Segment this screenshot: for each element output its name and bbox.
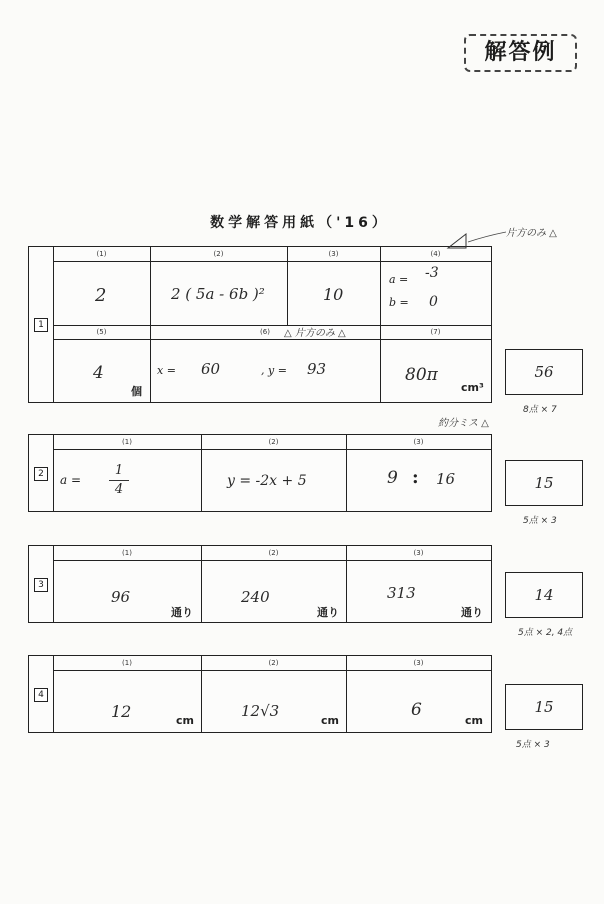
answer-q1: 2 <box>95 285 107 306</box>
header-q7: (7) <box>430 328 441 336</box>
unit-q1: cm <box>176 714 194 727</box>
score-note-section-1: 8点 × 7 <box>523 405 557 415</box>
answer-example-badge: 解答例 <box>464 34 577 72</box>
section-2-sheet <box>28 434 492 512</box>
answer-q6-x: 60 <box>201 360 221 378</box>
unit-q3: cm <box>465 714 483 727</box>
answer-q7: 80π <box>405 365 438 385</box>
answer-q1-label: a = <box>60 473 82 487</box>
header-q3: (3) <box>413 549 424 557</box>
answer-q1-numerator: 1 <box>114 463 124 478</box>
header-q2: (2) <box>268 549 279 557</box>
score-box-section-4 <box>505 684 583 730</box>
answer-q4-b-label: b = <box>389 296 409 309</box>
answer-q4-a-label: a = <box>389 273 409 286</box>
unit-q1: 通り <box>171 606 193 619</box>
score-value: 56 <box>534 363 554 381</box>
page-title: 数学解答用紙（'16） <box>210 215 390 231</box>
answer-q2: 12√3 <box>241 702 280 720</box>
header-q1: (1) <box>122 549 132 557</box>
score-note-section-4: 5点 × 3 <box>516 740 550 750</box>
unit-q2: cm <box>321 714 339 727</box>
header-q3: (3) <box>413 438 424 446</box>
answer-q2: 2 ( 5a - 6b )² <box>171 285 265 303</box>
score-value: 14 <box>534 586 554 604</box>
answer-q1: 96 <box>111 588 131 606</box>
score-value: 15 <box>534 474 554 492</box>
answer-q2: 240 <box>241 588 270 606</box>
section-number: 2 <box>34 467 48 481</box>
section-4-sheet <box>28 655 492 733</box>
answer-q3-colon: : <box>412 467 419 488</box>
header-q2: (2) <box>268 438 279 446</box>
fraction-bar <box>109 480 129 481</box>
score-box-section-2 <box>505 460 583 506</box>
header-q5: (5) <box>96 328 107 336</box>
answer-q6-y-label: , y = <box>261 364 287 377</box>
score-note-section-3: 5点 × 2, 4点 <box>518 628 573 638</box>
header-q1: (1) <box>96 250 107 258</box>
score-box-section-3 <box>505 572 583 618</box>
answer-q1: 12 <box>111 702 132 721</box>
answer-q3: 6 <box>411 700 422 720</box>
answer-q2: y = -2x + 5 <box>227 473 307 489</box>
answer-q5: 4 <box>93 363 104 383</box>
header-q1: (1) <box>122 659 132 667</box>
answer-q3: 10 <box>323 285 344 304</box>
section-number: 1 <box>34 318 48 332</box>
header-q1: (1) <box>122 438 132 446</box>
header-q6: (6) <box>260 328 270 336</box>
answer-q6-x-label: x = <box>157 364 176 377</box>
answer-q3: 313 <box>387 584 416 602</box>
answer-q3-right: 16 <box>436 470 456 488</box>
annotation-q6: △ 片方のみ △ <box>284 328 346 339</box>
section-number: 4 <box>34 688 48 702</box>
header-q2: (2) <box>268 659 279 667</box>
header-q4: (4) <box>430 250 441 258</box>
unit-q3: 通り <box>461 606 483 619</box>
score-value: 15 <box>534 698 554 716</box>
answer-q4-a: -3 <box>425 265 439 281</box>
answer-q4-b: 0 <box>429 294 438 310</box>
annotation-q4: 片方のみ △ <box>506 228 557 239</box>
section-3-sheet <box>28 545 492 623</box>
header-q2: (2) <box>213 250 224 258</box>
section-number: 3 <box>34 578 48 592</box>
unit-q5: 個 <box>131 385 142 398</box>
answer-q6-y: 93 <box>307 360 327 378</box>
unit-q7: cm³ <box>461 381 484 394</box>
score-note-section-2: 5点 × 3 <box>523 516 557 526</box>
annotation-section-2-q3: 約分ミス △ <box>438 418 489 429</box>
header-q3: (3) <box>328 250 339 258</box>
unit-q2: 通り <box>317 606 339 619</box>
section-1-sheet <box>28 246 492 403</box>
score-box-section-1 <box>505 349 583 395</box>
answer-q1-denominator: 4 <box>114 482 124 497</box>
answer-q3-left: 9 <box>387 468 398 488</box>
header-q3: (3) <box>413 659 424 667</box>
